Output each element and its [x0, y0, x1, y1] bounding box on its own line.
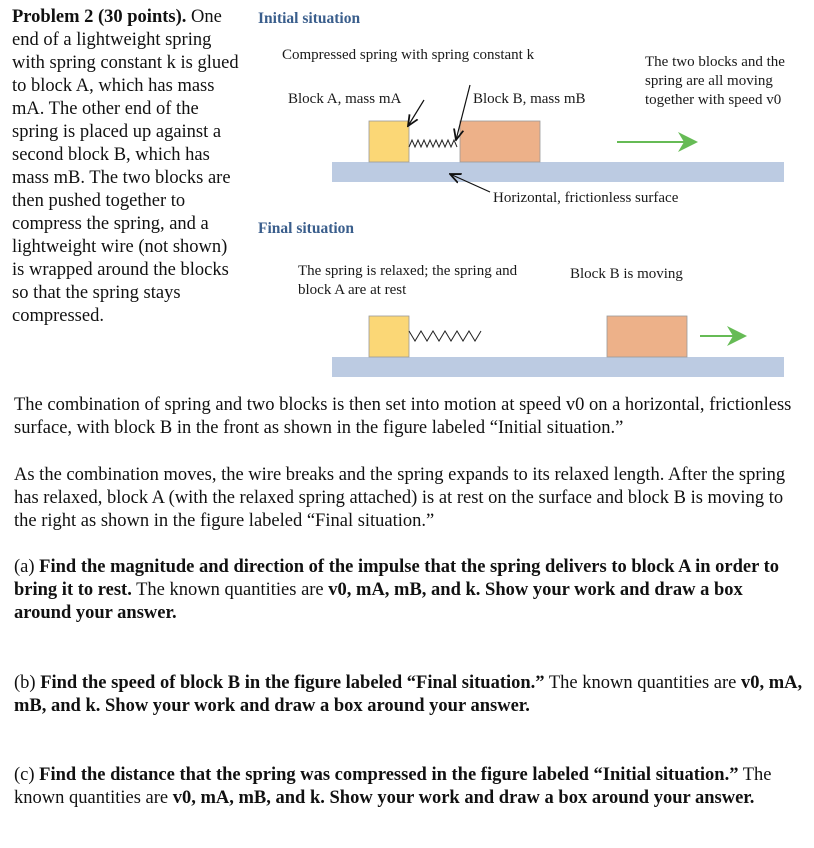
block-b-final — [607, 316, 687, 357]
block-a-initial — [369, 121, 409, 162]
question-c-vars: v0, mA, mB, and k. Show your work and draw a box around your answer. — [172, 788, 755, 808]
problem-intro — [12, 6, 244, 328]
block-b-label: Block B, mass mB — [473, 91, 586, 107]
question-b-bold: Find the speed of block B in the figure labeled “Final situation.” — [40, 673, 545, 693]
block-b-initial — [460, 121, 540, 162]
block-b-moving-label: Block B is moving — [570, 266, 683, 282]
question-a-prefix: (a) — [14, 557, 40, 577]
figure — [244, 0, 814, 380]
question-a-bold: Find the magnitude and direction of the impulse that the spring delivers to block A in order to bring it to rest. — [14, 557, 780, 600]
spring-compressed — [409, 140, 457, 147]
paragraph-wire-breaks: As the combination moves, the wire breaks and the spring expands to its relaxed length. After the spring has relaxed, block A (with the relaxed spring attached) is at rest on the surface and block B is moving to the right as shown in the figure labeled “Final situation.” — [14, 465, 786, 531]
moving-together-note: The two blocks and the spring are all moving together with speed v0 — [645, 54, 785, 108]
question-c — [14, 764, 804, 810]
question-c-prefix: (c) — [14, 765, 40, 785]
question-a — [14, 556, 804, 625]
spring-relaxed — [409, 331, 481, 341]
initial-heading: Initial situation — [258, 10, 361, 27]
question-c-bold: Find the distance that the spring was compressed in the figure labeled “Initial situation.” — [39, 765, 739, 785]
question-c-plain: The known quantities are — [14, 765, 772, 808]
question-b — [14, 672, 804, 718]
surface-final — [332, 357, 784, 377]
paragraph-motion: The combination of spring and two blocks is then set into motion at speed v0 on a horizontal, frictionless surface, with block B in the front as shown in the figure labeled “Initial situation.” — [14, 395, 792, 438]
problem-intro-text: One end of a lightweight spring with spring constant k is glued to block A, which has mass mA. The other end of the spring is placed up against a second block B, which has mass mB. The two blocks are then pushed together to compress the spring, and a lightweight wire (not shown) is wrapped around the blocks so that the spring stays compressed. — [12, 7, 239, 326]
relaxed-note: The spring is relaxed; the spring and block A are at rest — [298, 263, 518, 298]
question-a-vars: v0, mA, mB, and k. Show your work and draw a box around your answer. — [14, 580, 743, 623]
question-b-vars: v0, mA, mB, and k. Show your work and draw a box around your answer. — [14, 673, 803, 716]
final-heading: Final situation — [258, 220, 355, 237]
surface-initial — [332, 162, 784, 182]
block-a-final — [369, 316, 409, 357]
surface-label: Horizontal, frictionless surface — [493, 190, 679, 206]
question-b-prefix: (b) — [14, 673, 41, 693]
question-b-plain: The known quantities are — [544, 673, 741, 693]
problem-title: Problem 2 (30 points). — [12, 7, 187, 27]
question-a-plain: The known quantities are — [131, 580, 329, 600]
block-a-label: Block A, mass mA — [288, 91, 402, 107]
arrow-block-a-label — [408, 100, 424, 126]
compressed-spring-label: Compressed spring with spring constant k — [282, 47, 535, 63]
